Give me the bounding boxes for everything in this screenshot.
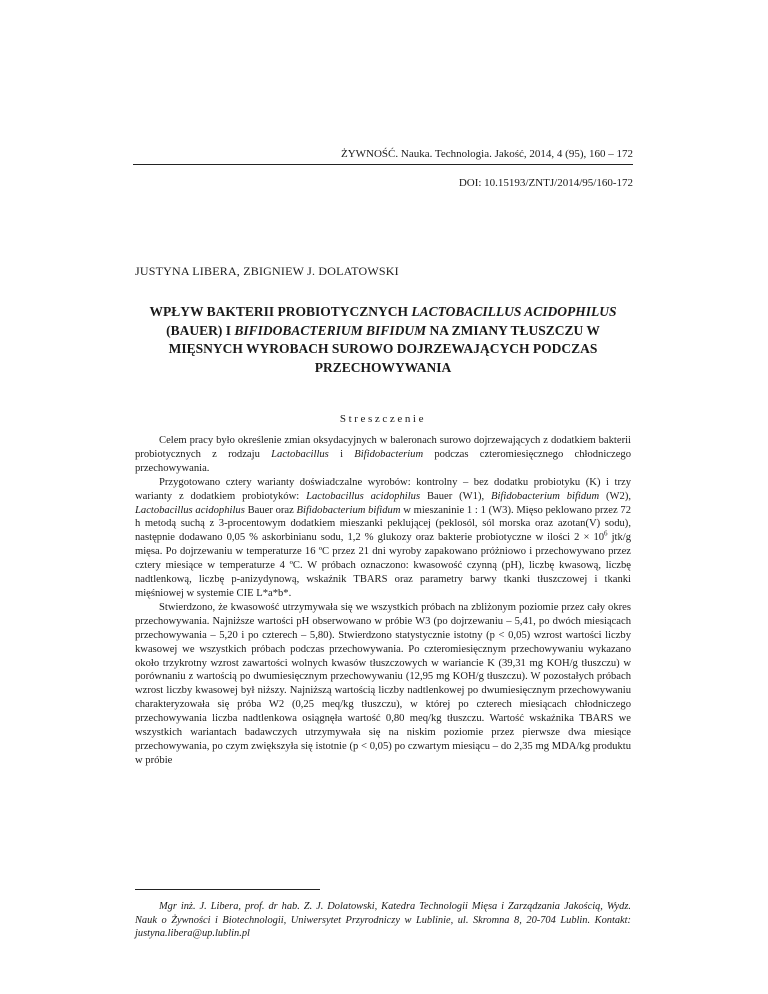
abstract-paragraph: Celem pracy było określenie zmian oksydacyjnych w baleronach surowo dojrzewających z dodatkiem bakterii probiotycznych z rodzaju Lactobacillus i Bifidobacterium podczas czteromiesięcznego chłodniczego przechowywania. bbox=[135, 435, 631, 474]
title-text: NA ZMIANY TŁUSZCZU W MIĘSNYCH WYROBACH SUROWO DOJRZEWAJĄCYCH PODCZAS PRZECHOWYWANIA bbox=[168, 322, 600, 375]
article-title bbox=[133, 303, 633, 377]
title-species-1: LACTOBACILLUS ACIDOPHILUS bbox=[411, 304, 617, 319]
authors: JUSTYNA LIBERA, ZBIGNIEW J. DOLATOWSKI bbox=[135, 264, 399, 278]
header-rule bbox=[133, 164, 633, 165]
abstract-paragraph: Przygotowano cztery warianty doświadczalne wyrobów: kontrolny – bez dodatku probiotyku (K) i trzy warianty z dodatkiem probiotyków: Lactobacillus acidophilus Bauer (W1), Bifidobacterium bifidum (W2), Lactobacillus acidophilus Bauer oraz Bifidobacterium bifidum w mieszaninie 1 : 1 (W3). Mięso peklowano przez 72 h metodą suchą z 3-procentowym dodatkiem mieszanki peklującej (peklosól, sól morska oraz azotan(V) sodu), następnie dodawano 0,05 % askorbinianu sodu, 1,2 % glukozy oraz bakterie probiotyczne w ilości $2 \times 10^6$ jtk/g mięsa. Po dojrzewaniu w temperaturze 16 ºC przez 21 dni wyroby zapakowano próżniowo i przechowywano przez cztery miesiące w temperaturze 4 ºC. W próbach oznaczono: kwasowość czynną (pH), liczbę kwasową, liczbę nadtlenkową, liczbę p-anizydynową, wskaźnik TBARS oraz parametry barwy tkanki tłuszczowej i tkanki mięśniowej w systemie CIE L*a*b*. bbox=[135, 476, 632, 599]
author-affiliation: Mgr inż. J. Libera, prof. dr hab. Z. J. Dolatowski, Katedra Technologii Mięsa i Zarządzania Jakością, Wydz. Nauk o Żywności i Biotechnologii, Uniwersytet Przyrodniczy w Lublinie, ul. Skromna 8, 20-704 Lublin. Kontakt: justyna.libera@up.lublin.pl bbox=[135, 901, 631, 939]
title-species-2: BIFIDOBACTERIUM BIFIDUM bbox=[234, 322, 427, 338]
footnote-rule bbox=[135, 889, 320, 890]
title-text: WPŁYW BAKTERII PROBIOTYCZNYCH bbox=[149, 304, 412, 319]
doi: DOI: 10.15193/ZNTJ/2014/95/160-172 bbox=[458, 177, 633, 189]
running-header: ŻYWNOŚĆ. Nauka. Technologia. Jakość, 2014, 4 (95), 160 – 172 bbox=[340, 148, 633, 160]
abstract-body bbox=[135, 434, 631, 768]
abstract-heading: Streszczenie bbox=[339, 413, 427, 425]
title-text: (BAUER) I bbox=[166, 322, 235, 338]
abstract-paragraph: Stwierdzono, że kwasowość utrzymywała się we wszystkich próbach na zbliżonym poziomie przez cały okres przechowywania. Najniższe wartości pH obserwowano w próbie W3 (po dojrzewaniu – 5,41, po dwóch miesiącach przechowywania – 5,20 i po czterech – 5,80). Stwierdzono statystycznie istotny (p < 0,05) wzrost wartości liczby kwasowej we wszystkich próbach podczas przechowywania. Po czteromiesięcznym przechowywaniu wykazano około trzykrotny wzrost zawartości wolnych kwasów tłuszczowych w wariancie K (39,31 mg KOH/g tłuszczu) w porównaniu z wartością po dwumiesięcznym przechowywaniu (12,95 mg KOH/g tłuszczu). W pozostałych próbach wzrost liczby kwasowej był niższy. Najniższą wartością liczby nadtlenkowej po dwumiesięcznym przechowywaniu charakteryzowała się próba W2 (0,25 meq/kg tłuszczu), w której po czterech miesiącach chłodniczego przechowywania liczba nadtlenkowa osiągnęła wartość 0,80 meq/kg tłuszczu. Wartość wskaźnika TBARS we wszystkich wariantach badawczych utrzymywała się na niskim poziomie przez pierwsze dwa miesiące przechowywania, po czym zwiększyła się istotnie (p < 0,05) po czwartym miesiącu – do 2,35 mg MDA/kg produktu w próbie bbox=[135, 601, 631, 766]
